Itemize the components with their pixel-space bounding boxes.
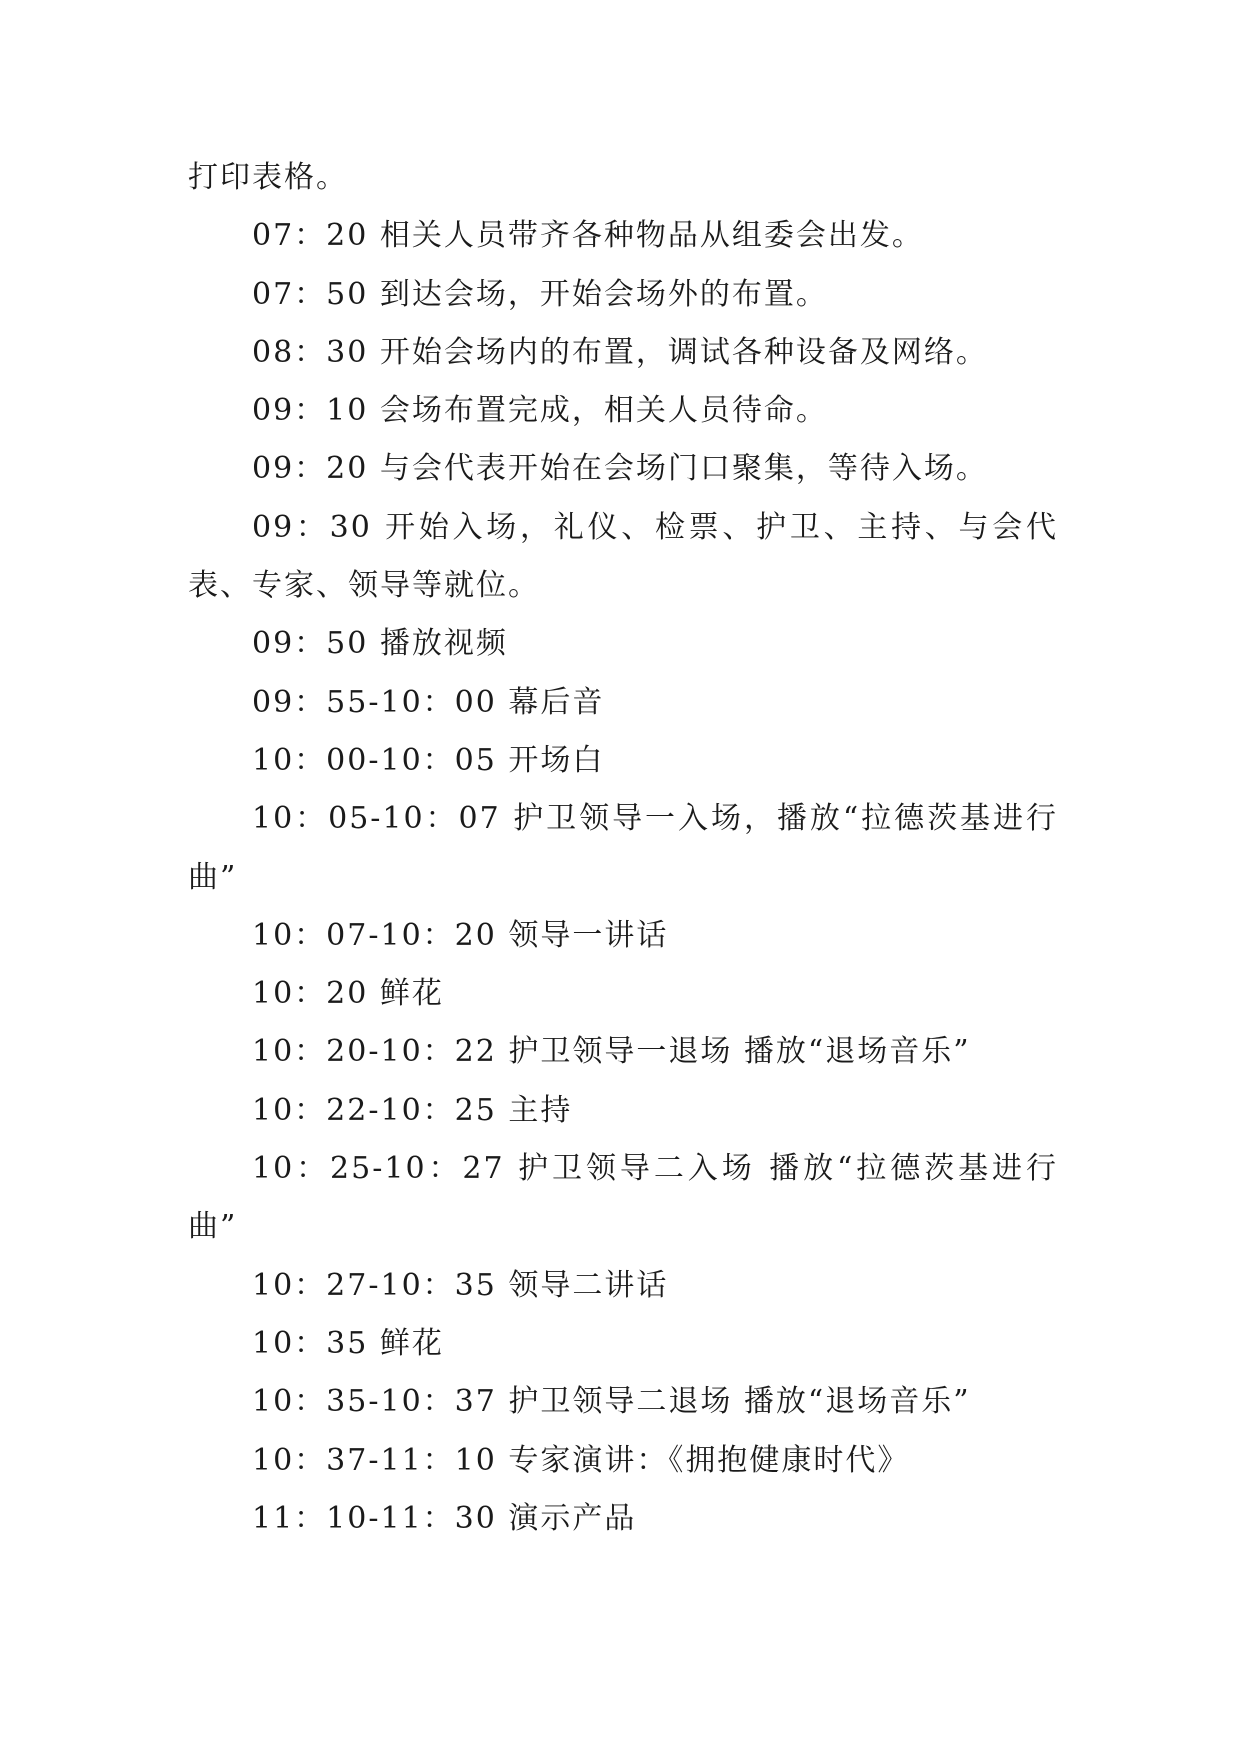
text-line: 09：30 开始入场，礼仪、检票、护卫、主持、与会代: [252, 509, 1058, 545]
text-line: 09：55-10：00 幕后音: [252, 684, 605, 720]
text-line: 10：00-10：05 开场白: [252, 742, 605, 778]
document-body: [188, 158, 1058, 1557]
text-line: 10：35 鲜花: [252, 1325, 444, 1361]
text-line: 10：05-10：07 护卫领导一入场，播放“拉德茨基进行: [252, 801, 1058, 837]
text-line: 打印表格。: [188, 160, 348, 195]
text-line: 曲”: [188, 1209, 238, 1245]
text-line: 09：20 与会代表开始在会场门口聚集，等待入场。: [252, 451, 988, 487]
text-line: 10：20 鲜花: [252, 976, 444, 1012]
text-line: 11：10-11：30 演示产品: [252, 1500, 637, 1536]
text-line: 08：30 开始会场内的布置，调试各种设备及网络。: [252, 334, 988, 370]
text-line: 10：37-11：10 专家演讲：《拥抱健康时代》: [252, 1442, 910, 1478]
text-line: 10：22-10：25 主持: [252, 1092, 573, 1128]
text-line: 07：50 到达会场，开始会场外的布置。: [252, 276, 828, 312]
text-line: 09：10 会场布置完成，相关人员待命。: [252, 393, 828, 429]
text-line: 表、专家、领导等就位。: [188, 568, 540, 604]
text-line: 07：20 相关人员带齐各种物品从组委会出发。: [252, 218, 924, 254]
text-line: 10：20-10：22 护卫领导一退场 播放“退场音乐”: [252, 1034, 971, 1070]
text-line: 10：35-10：37 护卫领导二退场 播放“退场音乐”: [252, 1384, 971, 1420]
text-line: 曲”: [188, 859, 238, 895]
text-line: 09：50 播放视频: [252, 626, 508, 662]
text-line: 10：25-10：27 护卫领导二入场 播放“拉德茨基进行: [252, 1151, 1058, 1187]
text-line: 10：27-10：35 领导二讲话: [252, 1267, 669, 1303]
text-line: 10：07-10：20 领导一讲话: [252, 917, 669, 953]
